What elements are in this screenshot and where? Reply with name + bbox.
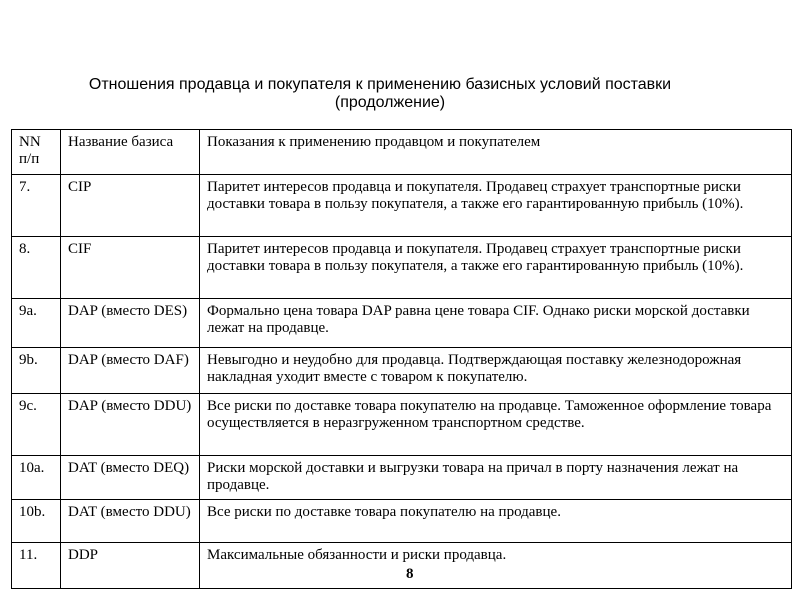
row-basis: DDP [61,543,200,589]
row-number: 8. [12,237,61,299]
row-basis: DAP (вместо DDU) [61,394,200,456]
row-note: Паритет интересов продавца и покупателя. Продавец страхует транспортные риски доставки товара в пользу покупателя, а также его гарантированную прибыль (10%). [200,237,792,299]
row-number: 9b. [12,348,61,394]
row-basis: DAT (вместо DEQ) [61,456,200,500]
table-row [12,175,792,237]
row-note: Формально цена товара DAP равна цене товара CIF. Однако риски морской доставки лежат на продавце. [200,299,792,348]
slide-title-line-2: (продолжение) [334,94,446,111]
row-number: 11. [12,543,61,589]
row-basis: DAP (вместо DES) [61,299,200,348]
header-cell-basis: Название базиса [61,130,200,175]
table-row [12,348,792,394]
table-row [12,237,792,299]
row-basis: CIF [61,237,200,299]
row-note: Все риски по доставке товара покупателю на продавце. [200,500,792,543]
row-basis: DAT (вместо DDU) [61,500,200,543]
table-row [12,299,792,348]
row-number: 7. [12,175,61,237]
table-header-row [12,130,792,175]
row-basis: DAP (вместо DAF) [61,348,200,394]
header-cell-indications: Показания к применению продавцом и покупателем [200,130,792,175]
row-note: Риски морской доставки и выгрузки товара на причал в порту назначения лежат на продавце. [200,456,792,500]
slide-title [0,76,760,112]
row-number: 10a. [12,456,61,500]
row-number: 9c. [12,394,61,456]
row-note: Все риски по доставке товара покупателю на продавце. Таможенное оформление товара осуществляется в неразгруженном транспортном средстве. [200,394,792,456]
incoterms-table [11,129,792,589]
table-row [12,394,792,456]
row-number: 9a. [12,299,61,348]
slide-title-line-1: Отношения продавца и покупателя к применению базисных условий поставки [88,76,672,93]
header-cell-number: NN п/п [12,130,61,175]
row-note: Невыгодно и неудобно для продавца. Подтверждающая поставку железнодорожная накладная уходит вместе с товаром к покупателю. [200,348,792,394]
row-basis: CIP [61,175,200,237]
row-note: Максимальные обязанности и риски продавца. [200,543,792,589]
row-number: 10b. [12,500,61,543]
row-note: Паритет интересов продавца и покупателя. Продавец страхует транспортные риски доставки товара в пользу покупателя, а также его гарантированную прибыль (10%). [200,175,792,237]
page-number: 8 [406,566,414,582]
table-row [12,456,792,500]
table-row [12,543,792,589]
table-row [12,500,792,543]
